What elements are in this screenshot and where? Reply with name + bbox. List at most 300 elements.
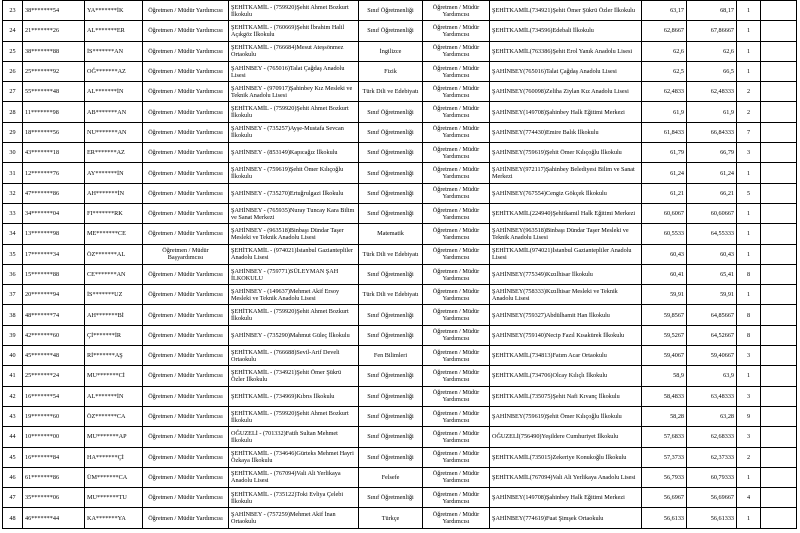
current-title-cell: Öğretmen / Müdür Yardımcısı	[143, 264, 229, 284]
score-cell: 62,4833	[642, 82, 687, 102]
current-title-cell: Öğretmen / Müdür Yardımcısı	[143, 102, 229, 122]
assigned-school-cell: ŞEHİTKAMİL(734706)Olcay Kılıçlı İlkokulu	[490, 366, 642, 386]
row-number-cell: 38	[3, 305, 23, 325]
person-name-cell: AB*******AN	[85, 102, 143, 122]
current-school-cell: ŞEHİTKAMİL - (759920)Şehit Ahmet Bozkurt İlkokulu	[229, 102, 359, 122]
preference-cell: 1	[737, 61, 761, 81]
empty-cell	[761, 427, 797, 447]
row-number-cell: 26	[3, 61, 23, 81]
tc-number-cell: 17*******34	[23, 244, 85, 264]
total-score-cell: 63,48333	[687, 386, 737, 406]
table-row	[3, 488, 797, 508]
table-row	[3, 447, 797, 467]
current-title-cell: Öğretmen / Müdür Yardımcısı	[143, 447, 229, 467]
assigned-school-cell: ŞEHİTKAMİL(974021)İstanbul Gaziantepliler Anadolu Lisesi	[490, 244, 642, 264]
total-score-cell: 60,43	[687, 244, 737, 264]
row-number-cell: 25	[3, 41, 23, 61]
person-name-cell: YA*******İK	[85, 1, 143, 21]
assigned-title-cell: Öğretmen / Müdür Yardımcısı	[423, 325, 490, 345]
total-score-cell: 61,9	[687, 102, 737, 122]
current-title-cell: Öğretmen / Müdür Yardımcısı	[143, 41, 229, 61]
preference-cell: 1	[737, 224, 761, 244]
field-cell: Türk Dili ve Edebiyatı	[359, 244, 423, 264]
table-row	[3, 508, 797, 528]
assigned-title-cell: Öğretmen / Müdür Yardımcısı	[423, 305, 490, 325]
current-title-cell: Öğretmen / Müdür Yardımcısı	[143, 508, 229, 528]
person-name-cell: OĞ*******AZ	[85, 61, 143, 81]
current-title-cell: Öğretmen / Müdür Yardımcısı	[143, 224, 229, 244]
current-school-cell: ŞEHİTKAMİL - (766684)Mesut Ateşsönmez Ortaokulu	[229, 41, 359, 61]
row-number-cell: 44	[3, 427, 23, 447]
row-number-cell: 35	[3, 244, 23, 264]
total-score-cell: 62,37333	[687, 447, 737, 467]
person-name-cell: İS*******AN	[85, 41, 143, 61]
preference-cell: 1	[737, 163, 761, 183]
field-cell: Sınıf Öğretmenliği	[359, 183, 423, 203]
assigned-school-cell: ŞAHİNBEY(972117)Şahinbey Belediyesi Bilim ve Sanat Merkezi	[490, 163, 642, 183]
score-cell: 58,28	[642, 406, 687, 426]
field-cell: Fen Bilimleri	[359, 346, 423, 366]
preference-cell: 3	[737, 427, 761, 447]
tc-number-cell: 34*******04	[23, 203, 85, 223]
field-cell: Sınıf Öğretmenliği	[359, 366, 423, 386]
person-name-cell: ÜM*******CA	[85, 467, 143, 487]
row-number-cell: 27	[3, 82, 23, 102]
assigned-title-cell: Öğretmen / Müdür Yardımcısı	[423, 21, 490, 41]
tc-number-cell: 25*******92	[23, 61, 85, 81]
table-row	[3, 61, 797, 81]
total-score-cell: 62,68333	[687, 427, 737, 447]
current-school-cell: ŞAHİNBEY - (853149)Kapıcağız İlkokulu	[229, 143, 359, 163]
current-title-cell: Öğretmen / Müdür Başyardımcısı	[143, 244, 229, 264]
empty-cell	[761, 224, 797, 244]
empty-cell	[761, 82, 797, 102]
table-row	[3, 163, 797, 183]
score-cell: 60,5533	[642, 224, 687, 244]
current-title-cell: Öğretmen / Müdür Yardımcısı	[143, 1, 229, 21]
assigned-title-cell: Öğretmen / Müdür Yardımcısı	[423, 244, 490, 264]
current-school-cell: ŞEHİTKAMİL - (734969)Kıbrıs İlkokulu	[229, 386, 359, 406]
field-cell: Sınıf Öğretmenliği	[359, 264, 423, 284]
person-name-cell: AL*******ER	[85, 21, 143, 41]
results-table-container	[2, 0, 797, 529]
row-number-cell: 37	[3, 285, 23, 305]
current-school-cell: ŞAHİNBEY - (149637)Mehmet Akif Ersoy Mesleki ve Teknik Anadolu Lisesi	[229, 285, 359, 305]
assigned-school-cell: ŞEHİTKAMİL(734813)Fatım Acar Ortaokulu	[490, 346, 642, 366]
current-title-cell: Öğretmen / Müdür Yardımcısı	[143, 21, 229, 41]
person-name-cell: KA*******YA	[85, 508, 143, 528]
table-row	[3, 143, 797, 163]
total-score-cell: 61,24	[687, 163, 737, 183]
total-score-cell: 64,52667	[687, 325, 737, 345]
person-name-cell: AH*******Bİ	[85, 305, 143, 325]
person-name-cell: NU*******AN	[85, 122, 143, 142]
person-name-cell: Rİ*******AŞ	[85, 346, 143, 366]
preference-cell: 3	[737, 143, 761, 163]
total-score-cell: 62,48333	[687, 82, 737, 102]
table-row	[3, 244, 797, 264]
score-cell: 59,91	[642, 285, 687, 305]
person-name-cell: İS*******UZ	[85, 285, 143, 305]
assigned-school-cell: ŞEHİTKAMİL(734596)Edebali İlkokulu	[490, 21, 642, 41]
table-row	[3, 183, 797, 203]
current-school-cell: ŞAHİNBEY - (735257)Ayşe-Mustafa Sevcan İlkokulu	[229, 122, 359, 142]
score-cell: 59,8567	[642, 305, 687, 325]
current-school-cell: ŞEHİTKAMİL - (767094)Vali Ali Yerlikaya Anadolu Lisesi	[229, 467, 359, 487]
tc-number-cell: 13*******98	[23, 224, 85, 244]
person-name-cell: ÖZ*******AL	[85, 244, 143, 264]
person-name-cell: Çİ*******İR	[85, 325, 143, 345]
row-number-cell: 28	[3, 102, 23, 122]
empty-cell	[761, 346, 797, 366]
score-cell: 58,4833	[642, 386, 687, 406]
field-cell: Sınıf Öğretmenliği	[359, 386, 423, 406]
field-cell: Felsefe	[359, 467, 423, 487]
tc-number-cell: 21*******26	[23, 21, 85, 41]
score-cell: 61,24	[642, 163, 687, 183]
empty-cell	[761, 203, 797, 223]
assigned-school-cell: ŞAHİNBEY(774619)Fuat Şimşek Ortaokulu	[490, 508, 642, 528]
current-title-cell: Öğretmen / Müdür Yardımcısı	[143, 82, 229, 102]
total-score-cell: 63,28	[687, 406, 737, 426]
total-score-cell: 64,55333	[687, 224, 737, 244]
preference-cell: 2	[737, 82, 761, 102]
table-row	[3, 386, 797, 406]
current-school-cell: ŞAHİNBEY - (963518)Binbaşı Dündar Taşer Mesleki ve Teknik Anadolu Lisesi	[229, 224, 359, 244]
preference-cell: 2	[737, 447, 761, 467]
tc-number-cell: 38*******54	[23, 1, 85, 21]
assigned-title-cell: Öğretmen / Müdür Yardımcısı	[423, 488, 490, 508]
empty-cell	[761, 508, 797, 528]
person-name-cell: MU*******AP	[85, 427, 143, 447]
current-school-cell: ŞEHİTKAMİL - (766688)Sevil-Arif Develi Ortaokulu	[229, 346, 359, 366]
field-cell: Sınıf Öğretmenliği	[359, 203, 423, 223]
assigned-title-cell: Öğretmen / Müdür Yardımcısı	[423, 386, 490, 406]
current-title-cell: Öğretmen / Müdür Yardımcısı	[143, 427, 229, 447]
current-school-cell: ŞEHİTKAMİL - (759920)Şehit Ahmet Bozkurt İlkokulu	[229, 406, 359, 426]
score-cell: 60,43	[642, 244, 687, 264]
assigned-title-cell: Öğretmen / Müdür Yardımcısı	[423, 143, 490, 163]
assigned-title-cell: Öğretmen / Müdür Yardımcısı	[423, 163, 490, 183]
tc-number-cell: 19*******60	[23, 406, 85, 426]
score-cell: 62,8667	[642, 21, 687, 41]
preference-cell: 7	[737, 122, 761, 142]
table-row	[3, 41, 797, 61]
field-cell: Sınıf Öğretmenliği	[359, 325, 423, 345]
person-name-cell: HA*******Çİ	[85, 447, 143, 467]
tc-number-cell: 11*******98	[23, 102, 85, 122]
table-row	[3, 82, 797, 102]
empty-cell	[761, 183, 797, 203]
tc-number-cell: 25*******24	[23, 366, 85, 386]
score-cell: 62,5	[642, 61, 687, 81]
assigned-school-cell: ŞAHİNBEY(149708)Şahinbey Halk Eğitimi Merkezi	[490, 488, 642, 508]
score-cell: 61,8433	[642, 122, 687, 142]
preference-cell: 3	[737, 346, 761, 366]
field-cell: Sınıf Öğretmenliği	[359, 143, 423, 163]
assigned-school-cell: ŞAHİNBEY(765016)Talat Çağdaş Anadolu Lisesi	[490, 61, 642, 81]
assigned-school-cell: ŞAHİNBEY(774430)Emire Balık İlkokulu	[490, 122, 642, 142]
assigned-school-cell: ŞAHİNBEY(149708)Şahinbey Halk Eğitimi Merkezi	[490, 102, 642, 122]
current-school-cell: OĞUZELİ - (701332)Fatih Sultan Mehmet İlkokulu	[229, 427, 359, 447]
row-number-cell: 45	[3, 447, 23, 467]
row-number-cell: 31	[3, 163, 23, 183]
empty-cell	[761, 488, 797, 508]
total-score-cell: 59,91	[687, 285, 737, 305]
current-title-cell: Öğretmen / Müdür Yardımcısı	[143, 305, 229, 325]
total-score-cell: 59,40667	[687, 346, 737, 366]
preference-cell: 1	[737, 21, 761, 41]
field-cell: Sınıf Öğretmenliği	[359, 447, 423, 467]
tc-number-cell: 20*******94	[23, 285, 85, 305]
current-school-cell: ŞEHİTKAMİL - (734646)Gürteks Mehmet Hayri Özkaya İlkokulu	[229, 447, 359, 467]
score-cell: 62,6	[642, 41, 687, 61]
empty-cell	[761, 61, 797, 81]
tc-number-cell: 16*******84	[23, 447, 85, 467]
total-score-cell: 60,60667	[687, 203, 737, 223]
row-number-cell: 47	[3, 488, 23, 508]
total-score-cell: 63,9	[687, 366, 737, 386]
score-cell: 57,6833	[642, 427, 687, 447]
assigned-school-cell: ŞEHİTKAMİL(735015)Zekeriye Konukoğlu İlkokulu	[490, 447, 642, 467]
person-name-cell: CE*******AN	[85, 264, 143, 284]
field-cell: Türkçe	[359, 508, 423, 528]
empty-cell	[761, 21, 797, 41]
tc-number-cell: 42*******60	[23, 325, 85, 345]
score-cell: 57,3733	[642, 447, 687, 467]
current-title-cell: Öğretmen / Müdür Yardımcısı	[143, 122, 229, 142]
current-school-cell: ŞEHİTKAMİL - (974021)İstanbul Gaziantepliler Anadolu Lisesi	[229, 244, 359, 264]
empty-cell	[761, 143, 797, 163]
table-row	[3, 21, 797, 41]
score-cell: 61,9	[642, 102, 687, 122]
assigned-title-cell: Öğretmen / Müdür Yardımcısı	[423, 203, 490, 223]
assigned-school-cell: ŞAHİNBEY(767554)Cengiz Gökçek İlkokulu	[490, 183, 642, 203]
current-school-cell: ŞAHİNBEY - (765935)Nuray Tuncay Kara Bilim ve Sanat Merkezi	[229, 203, 359, 223]
preference-cell: 1	[737, 366, 761, 386]
assigned-title-cell: Öğretmen / Müdür Yardımcısı	[423, 447, 490, 467]
row-number-cell: 36	[3, 264, 23, 284]
table-row	[3, 285, 797, 305]
field-cell: Sınıf Öğretmenliği	[359, 21, 423, 41]
assigned-school-cell: ŞAHİNBEY(760098)Zeliha Ziylan Kız Anadolu Lisesi	[490, 82, 642, 102]
tc-number-cell: 48*******74	[23, 305, 85, 325]
preference-cell: 1	[737, 1, 761, 21]
assigned-title-cell: Öğretmen / Müdür Yardımcısı	[423, 102, 490, 122]
row-number-cell: 42	[3, 386, 23, 406]
row-number-cell: 39	[3, 325, 23, 345]
tc-number-cell: 15*******88	[23, 264, 85, 284]
preference-cell: 1	[737, 285, 761, 305]
empty-cell	[761, 163, 797, 183]
table-row	[3, 305, 797, 325]
current-title-cell: Öğretmen / Müdür Yardımcısı	[143, 467, 229, 487]
empty-cell	[761, 102, 797, 122]
current-school-cell: ŞAHİNBEY - (735270)Ertuğrulgazi İlkokulu	[229, 183, 359, 203]
current-school-cell: ŞAHİNBEY - (765016)Talat Çağdaş Anadolu Lisesi	[229, 61, 359, 81]
row-number-cell: 33	[3, 203, 23, 223]
assigned-school-cell: ŞAHİNBEY(759619)Şehit Ömer Kılıçoğlu İlkokulu	[490, 143, 642, 163]
table-row	[3, 264, 797, 284]
current-title-cell: Öğretmen / Müdür Yardımcısı	[143, 61, 229, 81]
assigned-school-cell: ŞAHİNBEY(759327)Abdülhamit Han İlkokulu	[490, 305, 642, 325]
field-cell: Türk Dili ve Edebiyatı	[359, 285, 423, 305]
person-name-cell: FI*******RK	[85, 203, 143, 223]
field-cell: Sınıf Öğretmenliği	[359, 122, 423, 142]
total-score-cell: 62,6	[687, 41, 737, 61]
row-number-cell: 24	[3, 21, 23, 41]
assigned-school-cell: ŞEHİTKAMİL(763386)Şehit Erol Yanık Anadolu Lisesi	[490, 41, 642, 61]
assigned-school-cell: ŞEHİTKAMİL(767094)Vali Ali Yerlikaya Anadolu Lisesi	[490, 467, 642, 487]
preference-cell: 1	[737, 41, 761, 61]
assigned-school-cell: ŞEHİTKAMİL(224940)Şehitkamil Halk Eğitimi Merkezi	[490, 203, 642, 223]
score-cell: 61,79	[642, 143, 687, 163]
results-table	[2, 0, 797, 529]
assigned-school-cell: ŞAHİNBEY(759140)Necip Fazıl Kısakürek İlkokulu	[490, 325, 642, 345]
row-number-cell: 40	[3, 346, 23, 366]
tc-number-cell: 10*******00	[23, 427, 85, 447]
field-cell: Sınıf Öğretmenliği	[359, 406, 423, 426]
assigned-title-cell: Öğretmen / Müdür Yardımcısı	[423, 264, 490, 284]
current-school-cell: ŞAHİNBEY - (759771)SÜLEYMAN ŞAH İLKOKULU	[229, 264, 359, 284]
field-cell: Fizik	[359, 61, 423, 81]
empty-cell	[761, 386, 797, 406]
current-title-cell: Öğretmen / Müdür Yardımcısı	[143, 346, 229, 366]
total-score-cell: 66,84333	[687, 122, 737, 142]
table-row	[3, 325, 797, 345]
current-school-cell: ŞAHİNBEY - (759619)Şehit Ömer Kılıçoğlu İlkokulu	[229, 163, 359, 183]
person-name-cell: ÖZ*******CA	[85, 406, 143, 426]
table-row	[3, 1, 797, 21]
field-cell: Sınıf Öğretmenliği	[359, 163, 423, 183]
current-school-cell: ŞEHİTKAMİL - (734921)Şehit Ömer Şükrü Özler İlkokulu	[229, 366, 359, 386]
assigned-title-cell: Öğretmen / Müdür Yardımcısı	[423, 366, 490, 386]
assigned-title-cell: Öğretmen / Müdür Yardımcısı	[423, 285, 490, 305]
preference-cell: 1	[737, 244, 761, 264]
field-cell: Sınıf Öğretmenliği	[359, 427, 423, 447]
assigned-title-cell: Öğretmen / Müdür Yardımcısı	[423, 224, 490, 244]
assigned-title-cell: Öğretmen / Müdür Yardımcısı	[423, 467, 490, 487]
table-row	[3, 224, 797, 244]
row-number-cell: 34	[3, 224, 23, 244]
assigned-school-cell: ŞAHİNBEY(759619)Şehit Ömer Kılıçoğlu İlkokulu	[490, 406, 642, 426]
row-number-cell: 32	[3, 183, 23, 203]
score-cell: 61,21	[642, 183, 687, 203]
total-score-cell: 65,41	[687, 264, 737, 284]
empty-cell	[761, 1, 797, 21]
current-school-cell: ŞEHİTKAMİL - (735122)Toki Evliya Çelebi İlkokulu	[229, 488, 359, 508]
score-cell: 59,4067	[642, 346, 687, 366]
empty-cell	[761, 366, 797, 386]
preference-cell: 3	[737, 386, 761, 406]
score-cell: 63,17	[642, 1, 687, 21]
empty-cell	[761, 264, 797, 284]
tc-number-cell: 38*******88	[23, 41, 85, 61]
current-title-cell: Öğretmen / Müdür Yardımcısı	[143, 386, 229, 406]
total-score-cell: 66,21	[687, 183, 737, 203]
table-row	[3, 406, 797, 426]
total-score-cell: 66,79	[687, 143, 737, 163]
assigned-school-cell: ŞAHİNBEY(758333)Kızılhisar Mesleki ve Teknik Anadolu Lisesi	[490, 285, 642, 305]
score-cell: 58,9	[642, 366, 687, 386]
table-row	[3, 203, 797, 223]
field-cell: Türk Dili ve Edebiyatı	[359, 82, 423, 102]
tc-number-cell: 61*******86	[23, 467, 85, 487]
current-school-cell: ŞAHİNBEY - (970917)Şahinbey Kız Mesleki ve Teknik Anadolu Lisesi	[229, 82, 359, 102]
row-number-cell: 46	[3, 467, 23, 487]
current-title-cell: Öğretmen / Müdür Yardımcısı	[143, 143, 229, 163]
assigned-title-cell: Öğretmen / Müdür Yardımcısı	[423, 427, 490, 447]
current-title-cell: Öğretmen / Müdür Yardımcısı	[143, 488, 229, 508]
row-number-cell: 41	[3, 366, 23, 386]
empty-cell	[761, 467, 797, 487]
tc-number-cell: 12*******76	[23, 163, 85, 183]
assigned-school-cell: OĞUZELİ(756490)Yeşildere Cumhuriyet İlkokulu	[490, 427, 642, 447]
preference-cell: 9	[737, 406, 761, 426]
person-name-cell: AY*******İN	[85, 163, 143, 183]
current-title-cell: Öğretmen / Müdür Yardımcısı	[143, 183, 229, 203]
empty-cell	[761, 285, 797, 305]
current-title-cell: Öğretmen / Müdür Yardımcısı	[143, 366, 229, 386]
table-body	[3, 1, 797, 529]
field-cell: Sınıf Öğretmenliği	[359, 488, 423, 508]
tc-number-cell: 43*******18	[23, 143, 85, 163]
assigned-title-cell: Öğretmen / Müdür Yardımcısı	[423, 61, 490, 81]
assigned-school-cell: ŞAHİNBEY(775349)Kızılhisar İlkokulu	[490, 264, 642, 284]
preference-cell: 1	[737, 203, 761, 223]
total-score-cell: 60,79333	[687, 467, 737, 487]
score-cell: 56,6967	[642, 488, 687, 508]
preference-cell: 8	[737, 325, 761, 345]
tc-number-cell: 18*******56	[23, 122, 85, 142]
current-school-cell: ŞEHİTKAMİL - (760669)Şehit İbrahim Halil Açıkgöz İlkokulu	[229, 21, 359, 41]
score-cell: 59,5267	[642, 325, 687, 345]
total-score-cell: 56,61333	[687, 508, 737, 528]
row-number-cell: 23	[3, 1, 23, 21]
assigned-school-cell: ŞEHİTKAMİL(735075)Şehit Nafi Kıvanç İlkokulu	[490, 386, 642, 406]
preference-cell: 4	[737, 488, 761, 508]
empty-cell	[761, 447, 797, 467]
current-school-cell: ŞEHİTKAMİL - (759920)Şehit Ahmet Bozkurt İlkokulu	[229, 1, 359, 21]
empty-cell	[761, 41, 797, 61]
person-name-cell: ME*******CE	[85, 224, 143, 244]
assigned-title-cell: Öğretmen / Müdür Yardımcısı	[423, 82, 490, 102]
field-cell: Sınıf Öğretmenliği	[359, 102, 423, 122]
tc-number-cell: 16*******54	[23, 386, 85, 406]
current-school-cell: ŞAHİNBEY - (757259)Mehmet Akif İnan Ortaokulu	[229, 508, 359, 528]
assigned-title-cell: Öğretmen / Müdür Yardımcısı	[423, 406, 490, 426]
empty-cell	[761, 325, 797, 345]
preference-cell: 8	[737, 305, 761, 325]
person-name-cell: ER*******AZ	[85, 143, 143, 163]
tc-number-cell: 47*******86	[23, 183, 85, 203]
score-cell: 56,6133	[642, 508, 687, 528]
table-row	[3, 366, 797, 386]
preference-cell: 1	[737, 467, 761, 487]
tc-number-cell: 45*******48	[23, 346, 85, 366]
preference-cell: 5	[737, 183, 761, 203]
total-score-cell: 64,85667	[687, 305, 737, 325]
current-title-cell: Öğretmen / Müdür Yardımcısı	[143, 325, 229, 345]
tc-number-cell: 35*******06	[23, 488, 85, 508]
empty-cell	[761, 406, 797, 426]
score-cell: 56,7933	[642, 467, 687, 487]
row-number-cell: 43	[3, 406, 23, 426]
assigned-title-cell: Öğretmen / Müdür Yardımcısı	[423, 346, 490, 366]
table-row	[3, 427, 797, 447]
table-row	[3, 122, 797, 142]
table-row	[3, 467, 797, 487]
